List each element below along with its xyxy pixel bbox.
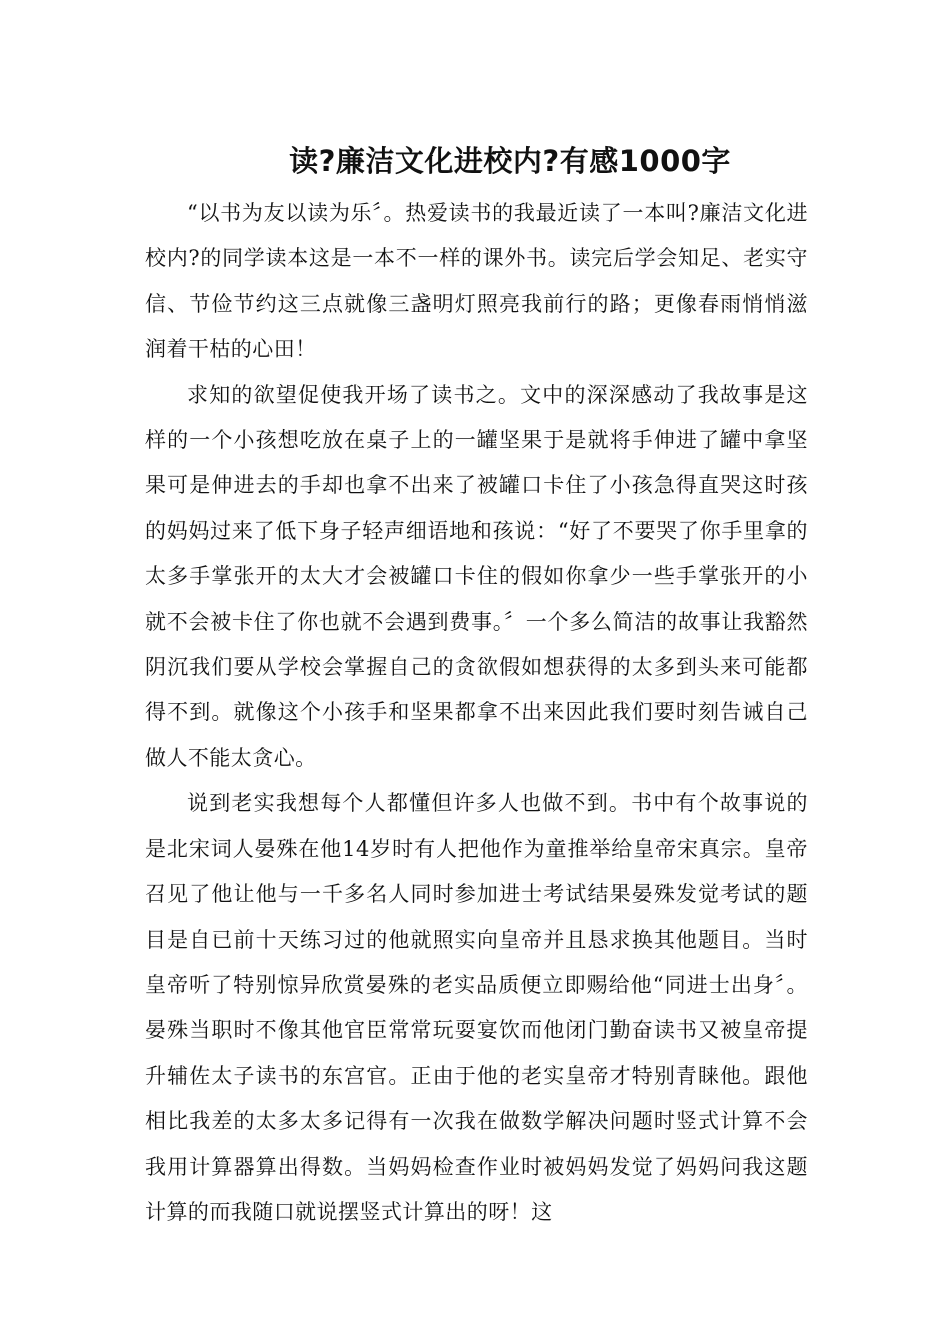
- paragraph-story-nuts: 求知的欲望促使我开场了读书之。文中的深深感动了我故事是这样的一个小孩想吃放在桌子上的一罐坚果于是就将手伸进了罐中拿坚果可是伸进去的手却也拿不出来了被罐口卡住了小孩急得直哭这时孩的妈妈过来了低下身子轻声细语地和孩说：“好了不要哭了你手里拿的太多手掌张开的太大才会被罐口卡住的假如你拿少一些手掌张开的小就不会被卡住了你也就不会遇到费事。〞一个多么简洁的故事让我豁然阴沉我们要从学校会掌握自己的贪欲假如想获得的太多到头来可能都得不到。就像这个小孩手和坚果都拿不出来因此我们要时刻告诫自己做人不能太贪心。: [145, 382, 808, 770]
- paragraph-intro: “以书为友以读为乐〞。热爱读书的我最近读了一本叫?廉洁文化进校内?的同学读本这是一本不一样的课外书。读完后学会知足、老实守信、节俭节约这三点就像三盏明灯照亮我前行的路；更像春雨悄悄滋润着干枯的心田！: [145, 201, 808, 362]
- document-body: [145, 191, 808, 1235]
- paragraph-story-honesty: 说到老实我想每个人都懂但许多人也做不到。书中有个故事说的是北宋词人晏殊在他14岁时有人把他作为童推举给皇帝宋真宗。皇帝召见了他让他与一千多名人同时参加进士考试结果晏殊发觉考试的题目是自已前十天练习过的他就照实向皇帝并且恳求换其他题目。当时皇帝听了特别惊异欣赏晏殊的老实品质便立即赐给他“同进士出身〞。晏殊当职时不像其他官臣常常玩耍宴饮而他闭门勤奋读书又被皇帝提升辅佐太子读书的东宫官。正由于他的老实皇帝才特别青睐他。跟他相比我差的太多太多记得有一次我在做数学解决问题时竖式计算不会我用计算器算出得数。当妈妈检查作业时被妈妈发觉了妈妈问我这题计算的而我随口就说摆竖式计算出的呀！这: [145, 791, 808, 1224]
- document-title: 读?廉洁文化进校内?有感1000字: [289, 144, 731, 179]
